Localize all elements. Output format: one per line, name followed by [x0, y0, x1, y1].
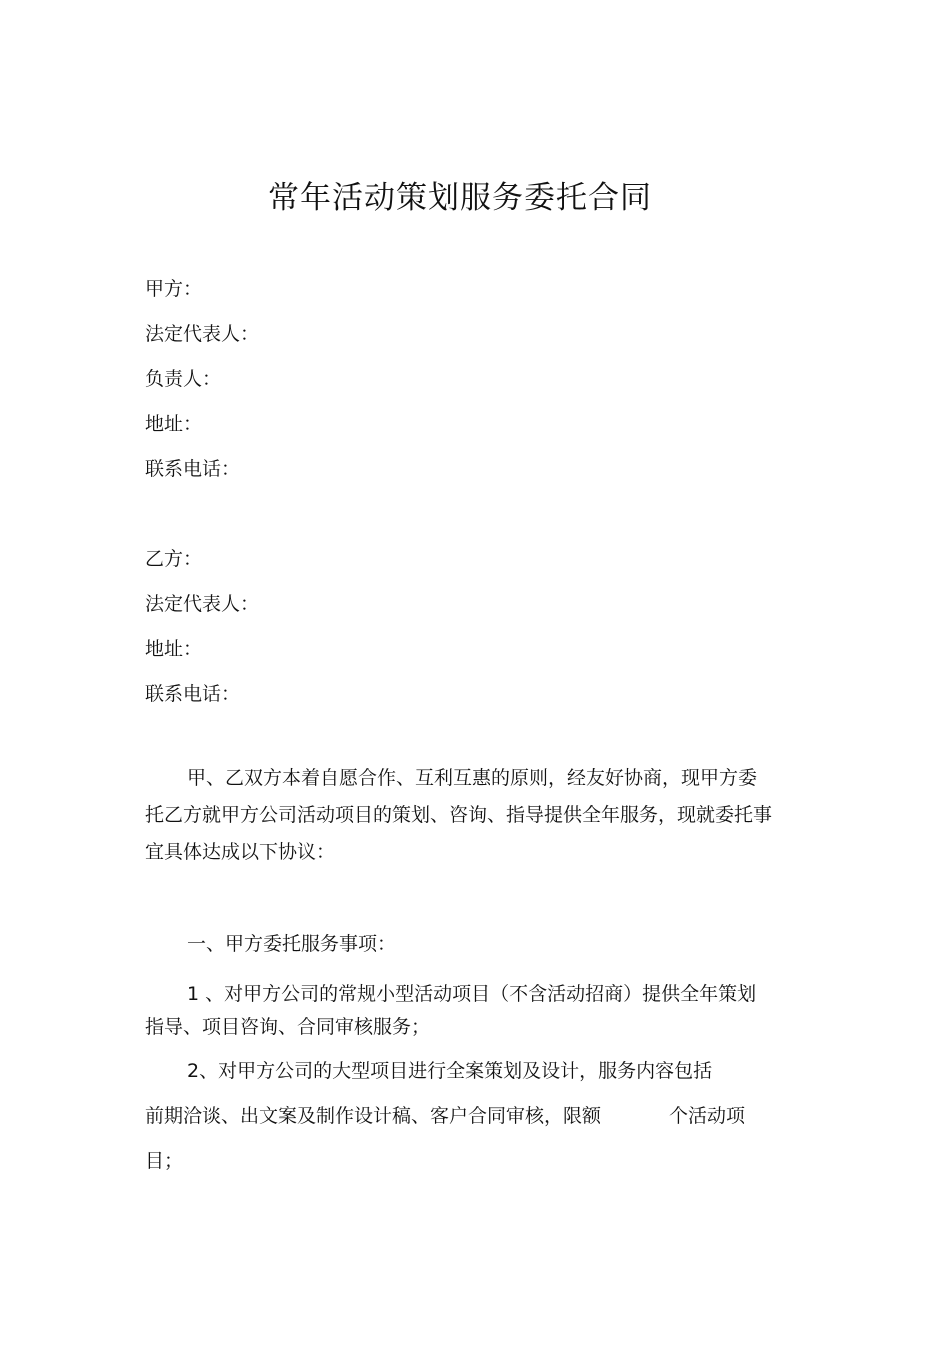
party-b-legal-rep: 法定代表人： — [145, 593, 260, 615]
party-b-label: 乙方： — [145, 548, 203, 570]
intro-paragraph: 甲、乙双方本着自愿合作、互利互惠的原则，经友好协商，现甲方委托乙方就甲方公司活动项目的策划、咨询、指导提供全年服务，现就委托事宜具体达成以下协议： — [145, 767, 773, 863]
party-a-address: 地址： — [145, 413, 203, 435]
party-a-phone: 联系电话： — [145, 458, 241, 480]
item1-paragraph: 1 、对甲方公司的常规小型活动项目（不含活动招商）提供全年策划指导、项目咨询、合同审核服务； — [145, 983, 757, 1038]
document-title: 常年活动策划服务委托合同 — [268, 180, 652, 216]
party-a-label: 甲方： — [145, 278, 203, 300]
item2-line3: 目； — [145, 1150, 184, 1172]
item2-line1: 2、对甲方公司的大型项目进行全案策划及设计，服务内容包括 — [187, 1060, 713, 1082]
party-a-legal-rep: 法定代表人： — [145, 323, 260, 345]
party-b-address: 地址： — [145, 638, 203, 660]
party-a-responsible: 负责人： — [145, 368, 222, 390]
item2-line2 — [145, 1104, 745, 1128]
party-b-phone: 联系电话： — [145, 683, 241, 705]
item2-text-after-blank: 个活动项 — [669, 1105, 746, 1127]
item2-text-before-blank: 前期洽谈、出文案及制作设计稿、客户合同审核，限额 — [145, 1105, 602, 1127]
section1-heading: 一、甲方委托服务事项： — [187, 933, 397, 955]
